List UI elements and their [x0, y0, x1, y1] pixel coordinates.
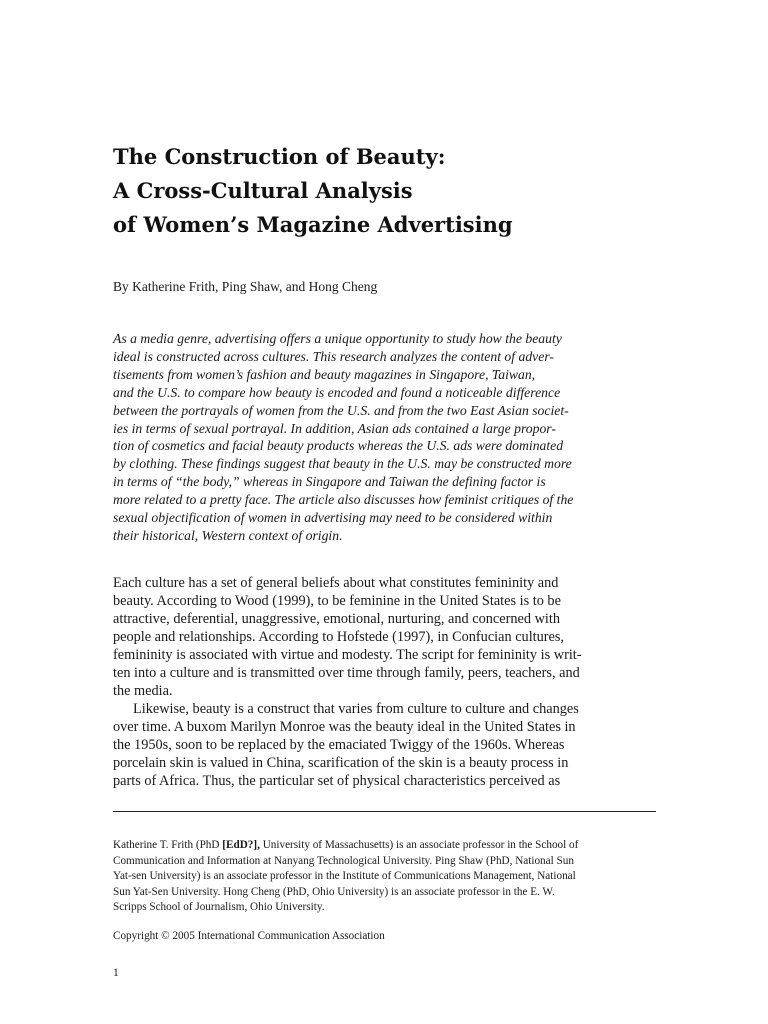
- body-line: femininity is associated with virtue and modesty. The script for femininity is writ-: [113, 647, 582, 663]
- abstract-line: sexual objectification of women in advertising may need to be considered within: [113, 510, 553, 526]
- abstract-line: by clothing. These findings suggest that beauty in the U.S. may be constructed more: [113, 456, 572, 472]
- footnote-line: Scripps School of Journalism, Ohio University.: [113, 901, 325, 913]
- article-title: [113, 140, 673, 242]
- abstract-line: their historical, Western context of origin.: [113, 527, 343, 543]
- footnote-line: [113, 838, 656, 854]
- abstract-line: and the U.S. to compare how beauty is encoded and found a noticeable difference: [113, 384, 561, 400]
- footnote-edd-query: [EdD?],: [222, 839, 260, 851]
- abstract-line: more related to a pretty face. The article also discusses how feminist critiques of the: [113, 492, 574, 508]
- footnote-line: Sun Yat-Sen University. Hong Cheng (PhD, Ohio University) is an associate professor in the E. W.: [113, 885, 555, 898]
- abstract-line: tisements from women’s fashion and beauty magazines in Singapore, Taiwan,: [113, 366, 536, 382]
- body-text: [113, 574, 656, 790]
- abstract-line: ies in terms of sexual portrayal. In addition, Asian ads contained a large propor-: [113, 420, 556, 436]
- page-number: 1: [113, 967, 119, 979]
- abstract-line: ideal is constructed across cultures. This research analyzes the content of adver-: [113, 348, 554, 364]
- footnote-text: Katherine T. Frith (PhD: [113, 839, 223, 851]
- abstract-line: tion of cosmetics and facial beauty products whereas the U.S. ads were dominated: [113, 438, 564, 454]
- body-line: the media.: [113, 683, 173, 699]
- body-line: porcelain skin is valued in China, scarification of the skin is a beauty process in: [113, 755, 569, 771]
- footnote-line: Yat-sen University) is an associate professor in the Institute of Communications Management, National: [113, 870, 576, 882]
- abstract: [113, 330, 656, 545]
- abstract-line: As a media genre, advertising offers a unique opportunity to study how the beauty: [113, 331, 562, 346]
- body-line: beauty. According to Wood (1999), to be feminine in the United States is to be: [113, 593, 561, 609]
- title-line-2: A Cross-Cultural Analysis: [113, 178, 413, 203]
- body-line: Each culture has a set of general beliefs about what constitutes femininity and: [113, 575, 559, 591]
- abstract-line: in terms of “the body,” whereas in Singapore and Taiwan the defining factor is: [113, 474, 546, 490]
- body-line: Likewise, beauty is a construct that varies from culture to culture and changes: [133, 701, 579, 717]
- copyright-notice: Copyright © 2005 International Communication Association: [113, 930, 385, 942]
- footnote-line: Communication and Information at Nanyang Technological University. Ping Shaw (PhD, National Sun: [113, 854, 574, 867]
- body-line: attractive, deferential, unaggressive, emotional, nurturing, and concerned with: [113, 611, 561, 627]
- title-line-3: of Women’s Magazine Advertising: [113, 212, 513, 237]
- author-footnote: [113, 838, 656, 916]
- abstract-line: between the portrayals of women from the U.S. and from the two East Asian societ-: [113, 402, 569, 418]
- byline: By Katherine Frith, Ping Shaw, and Hong Cheng: [113, 279, 378, 294]
- body-line: ten into a culture and is transmitted over time through family, peers, teachers, and: [113, 665, 580, 681]
- body-line: over time. A buxom Marilyn Monroe was the beauty ideal in the United States in: [113, 719, 576, 735]
- title-line-1: The Construction of Beauty:: [113, 144, 446, 169]
- body-line: the 1950s, soon to be replaced by the emaciated Twiggy of the 1960s. Whereas: [113, 737, 565, 753]
- footnote-divider: [113, 811, 656, 812]
- body-line: parts of Africa. Thus, the particular set of physical characteristics perceived as: [113, 773, 561, 789]
- footnote-text: University of Massachusetts) is an associate professor in the School of: [259, 839, 579, 851]
- body-line: people and relationships. According to Hofstede (1997), in Confucian cultures,: [113, 629, 565, 645]
